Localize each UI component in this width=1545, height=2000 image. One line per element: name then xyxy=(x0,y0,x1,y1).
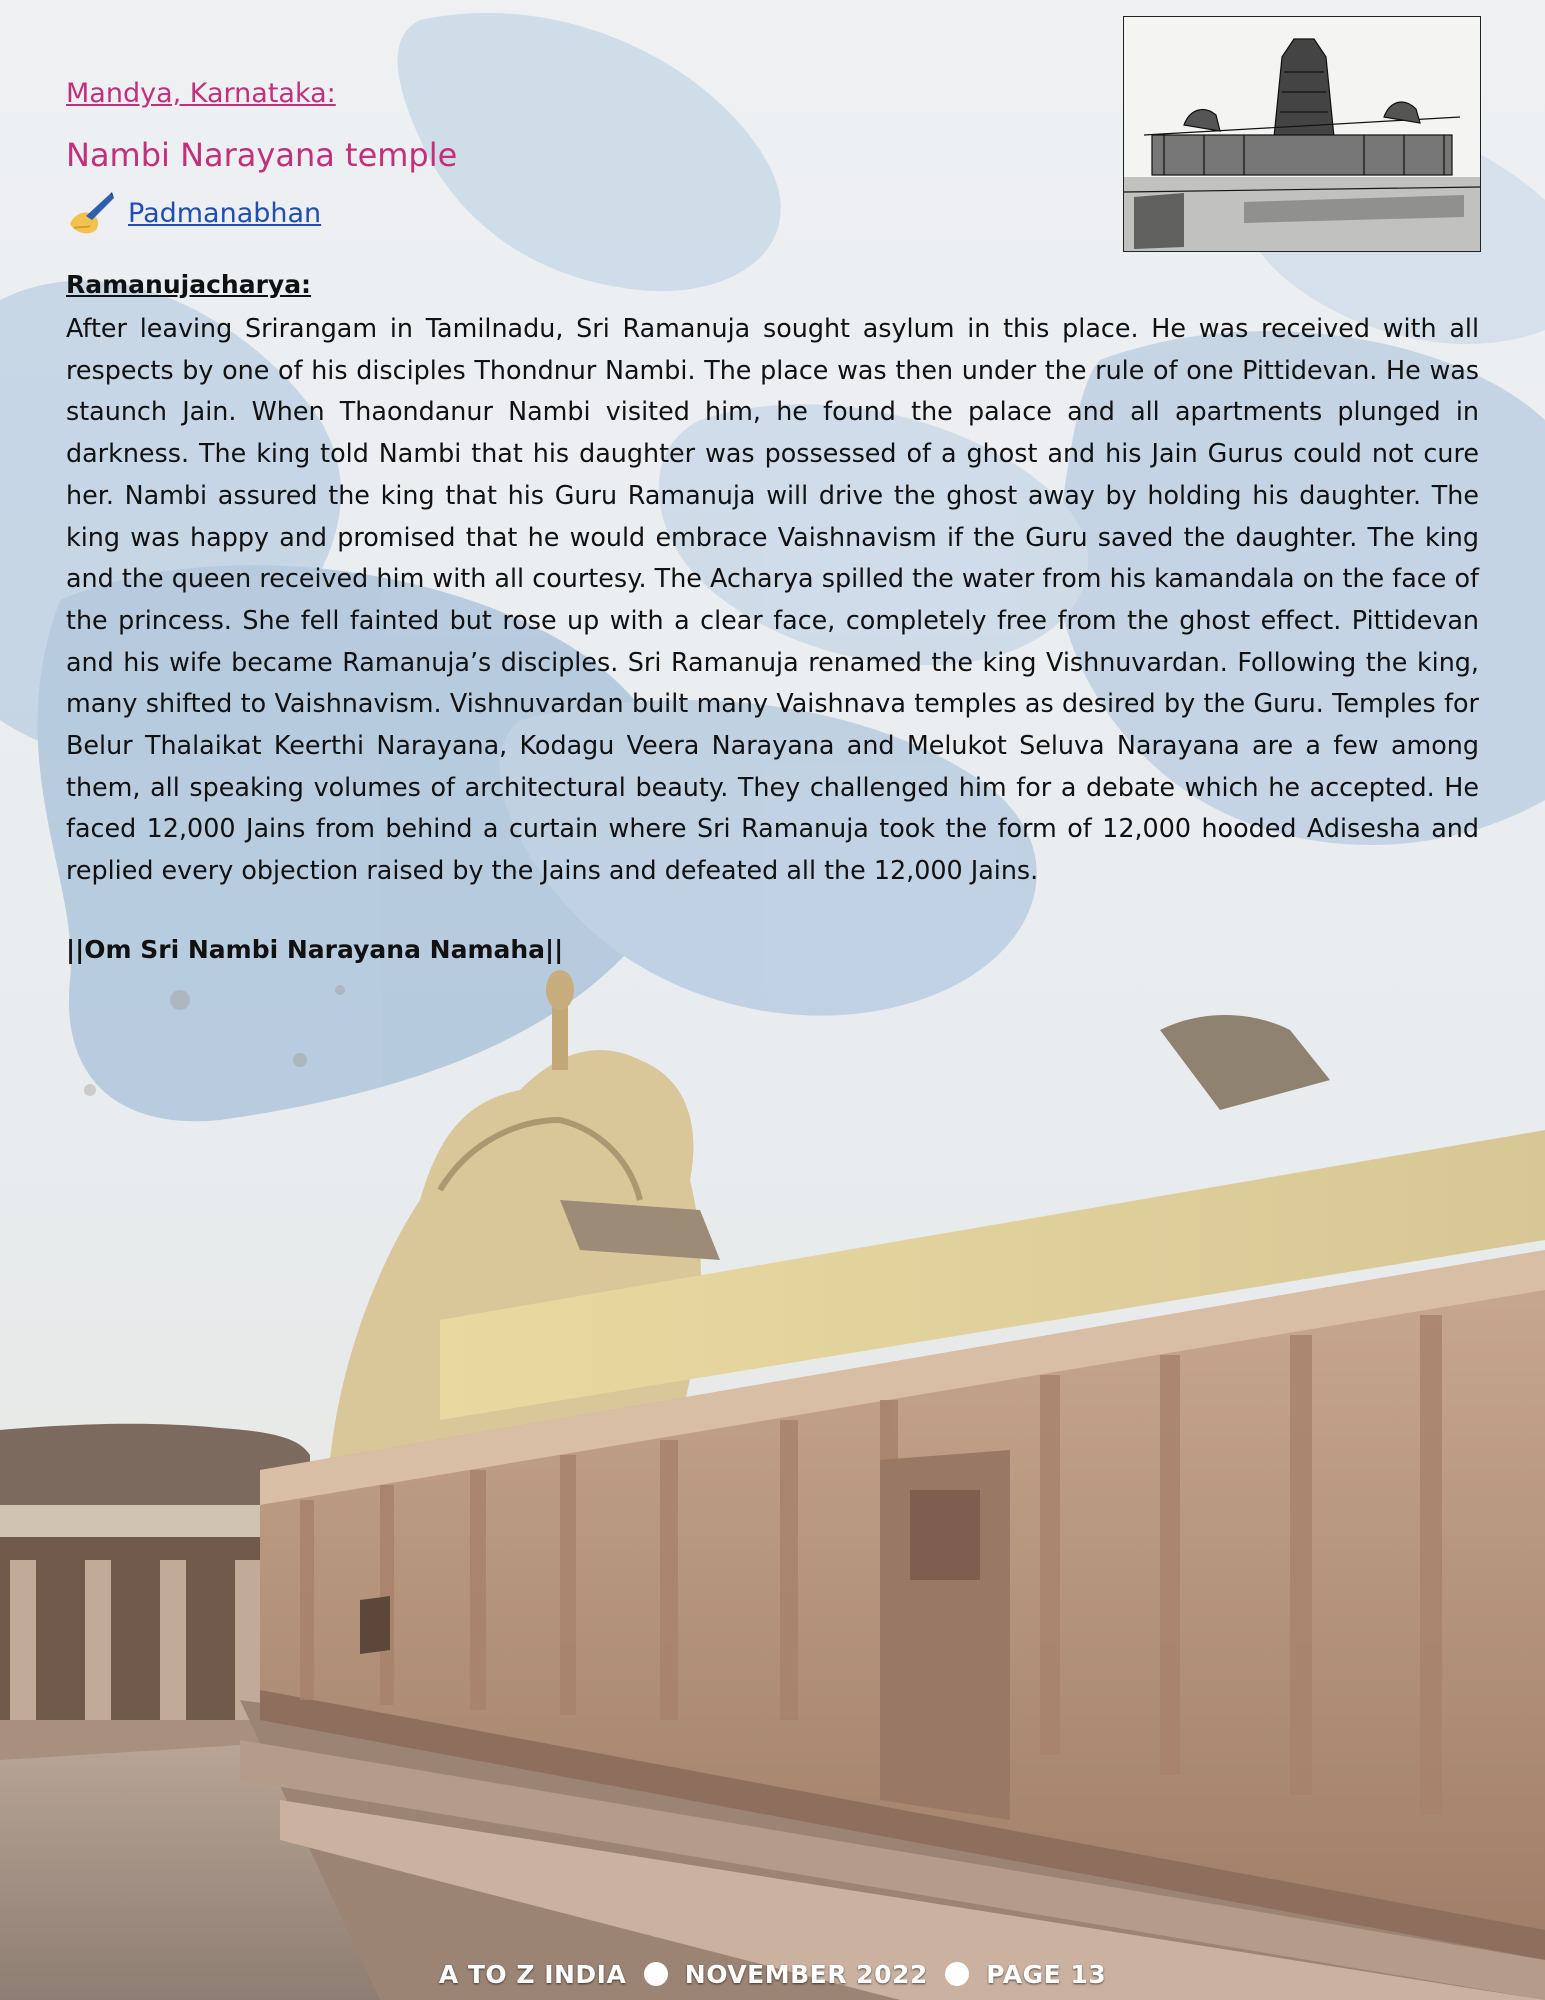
bullet-dot-icon xyxy=(945,1962,969,1986)
byline xyxy=(66,190,321,236)
article-body: After leaving Srirangam in Tamilnadu, Sri Ramanuja sought asylum in this place. He was received with all respects by one of his disciples Thondnur Nambi. The place was then under the rule of one Pittidevan. He was staunch Jain. When Thaondanur Nambi visited him, he found the palace and all apartments plunged in darkness. The king told Nambi that his daughter was possessed of a ghost and his Jain Gurus could not cure her. Nambi assured the king that his Guru Ramanuja will drive the ghost away by holding his daughter. The king was happy and promised that he would embrace Vaishnavism if the Guru saved the daughter. The king and the queen received him with all courtesy. The Acharya spilled the water from his kamandala on the face of the princess. She fell fainted but rose up with a clear face, completely free from the ghost effect. Pittidevan and his wife became Ramanuja’s disciples. Sri Ramanuja renamed the king Vishnuvardan. Following the king, many shifted to Vaishnavism. Vishnuvardan built many Vaishnava temples as desired by the Guru. Temples for Belur Thalaikat Keerthi Narayana, Kodagu Veera Narayana and Melukot Seluva Narayana are a few among them, all speaking volumes of architectural beauty. They challenged him for a debate which he accepted. He faced 12,000 Jains from behind a curtain where Sri Ramanuja took the form of 12,000 hooded Adisesha and replied every objection raised by the Jains and defeated all the 12,000 Jains. xyxy=(66,313,1479,886)
article-title: Nambi Narayana temple xyxy=(66,136,458,174)
footer-issue: NOVEMBER 2022 xyxy=(684,1960,928,1989)
closing-invocation: ||Om Sri Nambi Narayana Namaha|| xyxy=(66,935,564,964)
page-footer xyxy=(0,1960,1545,1989)
bullet-dot-icon xyxy=(644,1962,668,1986)
section-heading: Ramanujacharya: xyxy=(66,270,312,299)
footer-page-number: PAGE 13 xyxy=(986,1960,1107,1989)
writing-hand-icon xyxy=(66,190,116,236)
temple-sketch-image xyxy=(1123,16,1481,252)
footer-magazine: A TO Z INDIA xyxy=(438,1960,627,1989)
location-link[interactable]: Mandya, Karnataka: xyxy=(66,78,336,109)
author-link[interactable]: Padmanabhan xyxy=(128,197,322,229)
